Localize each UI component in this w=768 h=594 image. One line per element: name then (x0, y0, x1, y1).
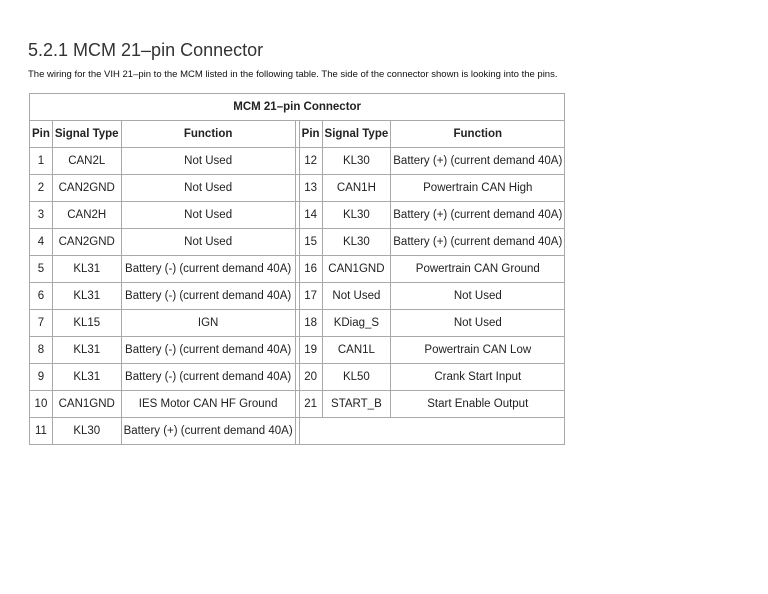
cell-function: Powertrain CAN Ground (391, 256, 565, 283)
cell-function: Not Used (121, 229, 295, 256)
cell-pin: 4 (30, 229, 53, 256)
cell-pin: 14 (299, 202, 322, 229)
table-row (30, 418, 565, 445)
header-function: Function (391, 121, 565, 148)
cell-pin: 3 (30, 202, 53, 229)
cell-pin: 17 (299, 283, 322, 310)
cell-signal-type: KL31 (52, 283, 121, 310)
header-function: Function (121, 121, 295, 148)
table-row (30, 229, 565, 256)
connector-table (29, 93, 565, 445)
cell-signal-type: CAN2GND (52, 175, 121, 202)
cell-pin: 20 (299, 364, 322, 391)
cell-signal-type: KL50 (322, 364, 391, 391)
cell-signal-type: KL31 (52, 256, 121, 283)
cell-function: Not Used (391, 310, 565, 337)
cell-pin: 1 (30, 148, 53, 175)
cell-pin: 6 (30, 283, 53, 310)
cell-signal-type: CAN2H (52, 202, 121, 229)
cell-signal-type: Not Used (322, 283, 391, 310)
cell-pin: 9 (30, 364, 53, 391)
cell-signal-type: KL30 (322, 202, 391, 229)
table-header-row (30, 121, 565, 148)
cell-function: Battery (+) (current demand 40A) (391, 229, 565, 256)
cell-function: Start Enable Output (391, 391, 565, 418)
cell-function: Powertrain CAN Low (391, 337, 565, 364)
table-row (30, 175, 565, 202)
table-body (30, 148, 565, 445)
table-caption-row (30, 94, 565, 121)
cell-signal-type: KL30 (322, 229, 391, 256)
table-row (30, 337, 565, 364)
header-signal-type: Signal Type (52, 121, 121, 148)
table-caption: MCM 21–pin Connector (30, 94, 565, 121)
cell-function: Not Used (121, 175, 295, 202)
intro-paragraph: The wiring for the VIH 21–pin to the MCM listed in the following table. The side of the connector shown is looking into the pins. (28, 69, 558, 80)
cell-function: Powertrain CAN High (391, 175, 565, 202)
table-row (30, 391, 565, 418)
cell-pin: 12 (299, 148, 322, 175)
empty-cell (299, 418, 565, 445)
cell-signal-type: KL30 (52, 418, 121, 445)
cell-function: IES Motor CAN HF Ground (121, 391, 295, 418)
cell-function: IGN (121, 310, 295, 337)
header-signal-type: Signal Type (322, 121, 391, 148)
header-pin: Pin (299, 121, 322, 148)
cell-pin: 11 (30, 418, 53, 445)
cell-pin: 15 (299, 229, 322, 256)
cell-pin: 16 (299, 256, 322, 283)
table-row (30, 148, 565, 175)
cell-signal-type: KL30 (322, 148, 391, 175)
cell-function: Battery (-) (current demand 40A) (121, 364, 295, 391)
cell-signal-type: CAN1L (322, 337, 391, 364)
cell-function: Battery (-) (current demand 40A) (121, 337, 295, 364)
cell-signal-type: KL15 (52, 310, 121, 337)
cell-signal-type: KDiag_S (322, 310, 391, 337)
cell-function: Battery (-) (current demand 40A) (121, 256, 295, 283)
table-row (30, 256, 565, 283)
cell-pin: 5 (30, 256, 53, 283)
table-row (30, 283, 565, 310)
cell-pin: 21 (299, 391, 322, 418)
cell-pin: 19 (299, 337, 322, 364)
cell-function: Not Used (121, 202, 295, 229)
cell-function: Not Used (391, 283, 565, 310)
cell-pin: 10 (30, 391, 53, 418)
table-row (30, 310, 565, 337)
cell-signal-type: KL31 (52, 364, 121, 391)
header-pin: Pin (30, 121, 53, 148)
cell-pin: 18 (299, 310, 322, 337)
cell-signal-type: CAN1GND (322, 256, 391, 283)
cell-function: Battery (+) (current demand 40A) (121, 418, 295, 445)
cell-signal-type: KL31 (52, 337, 121, 364)
cell-function: Not Used (121, 148, 295, 175)
cell-pin: 7 (30, 310, 53, 337)
cell-pin: 13 (299, 175, 322, 202)
section-heading: 5.2.1 MCM 21–pin Connector (28, 40, 264, 60)
table-row (30, 364, 565, 391)
cell-signal-type: CAN2L (52, 148, 121, 175)
cell-pin: 2 (30, 175, 53, 202)
cell-pin: 8 (30, 337, 53, 364)
cell-signal-type: CAN1GND (52, 391, 121, 418)
cell-function: Crank Start Input (391, 364, 565, 391)
cell-function: Battery (+) (current demand 40A) (391, 148, 565, 175)
cell-signal-type: CAN2GND (52, 229, 121, 256)
cell-function: Battery (-) (current demand 40A) (121, 283, 295, 310)
cell-function: Battery (+) (current demand 40A) (391, 202, 565, 229)
cell-signal-type: START_B (322, 391, 391, 418)
table-row (30, 202, 565, 229)
cell-signal-type: CAN1H (322, 175, 391, 202)
